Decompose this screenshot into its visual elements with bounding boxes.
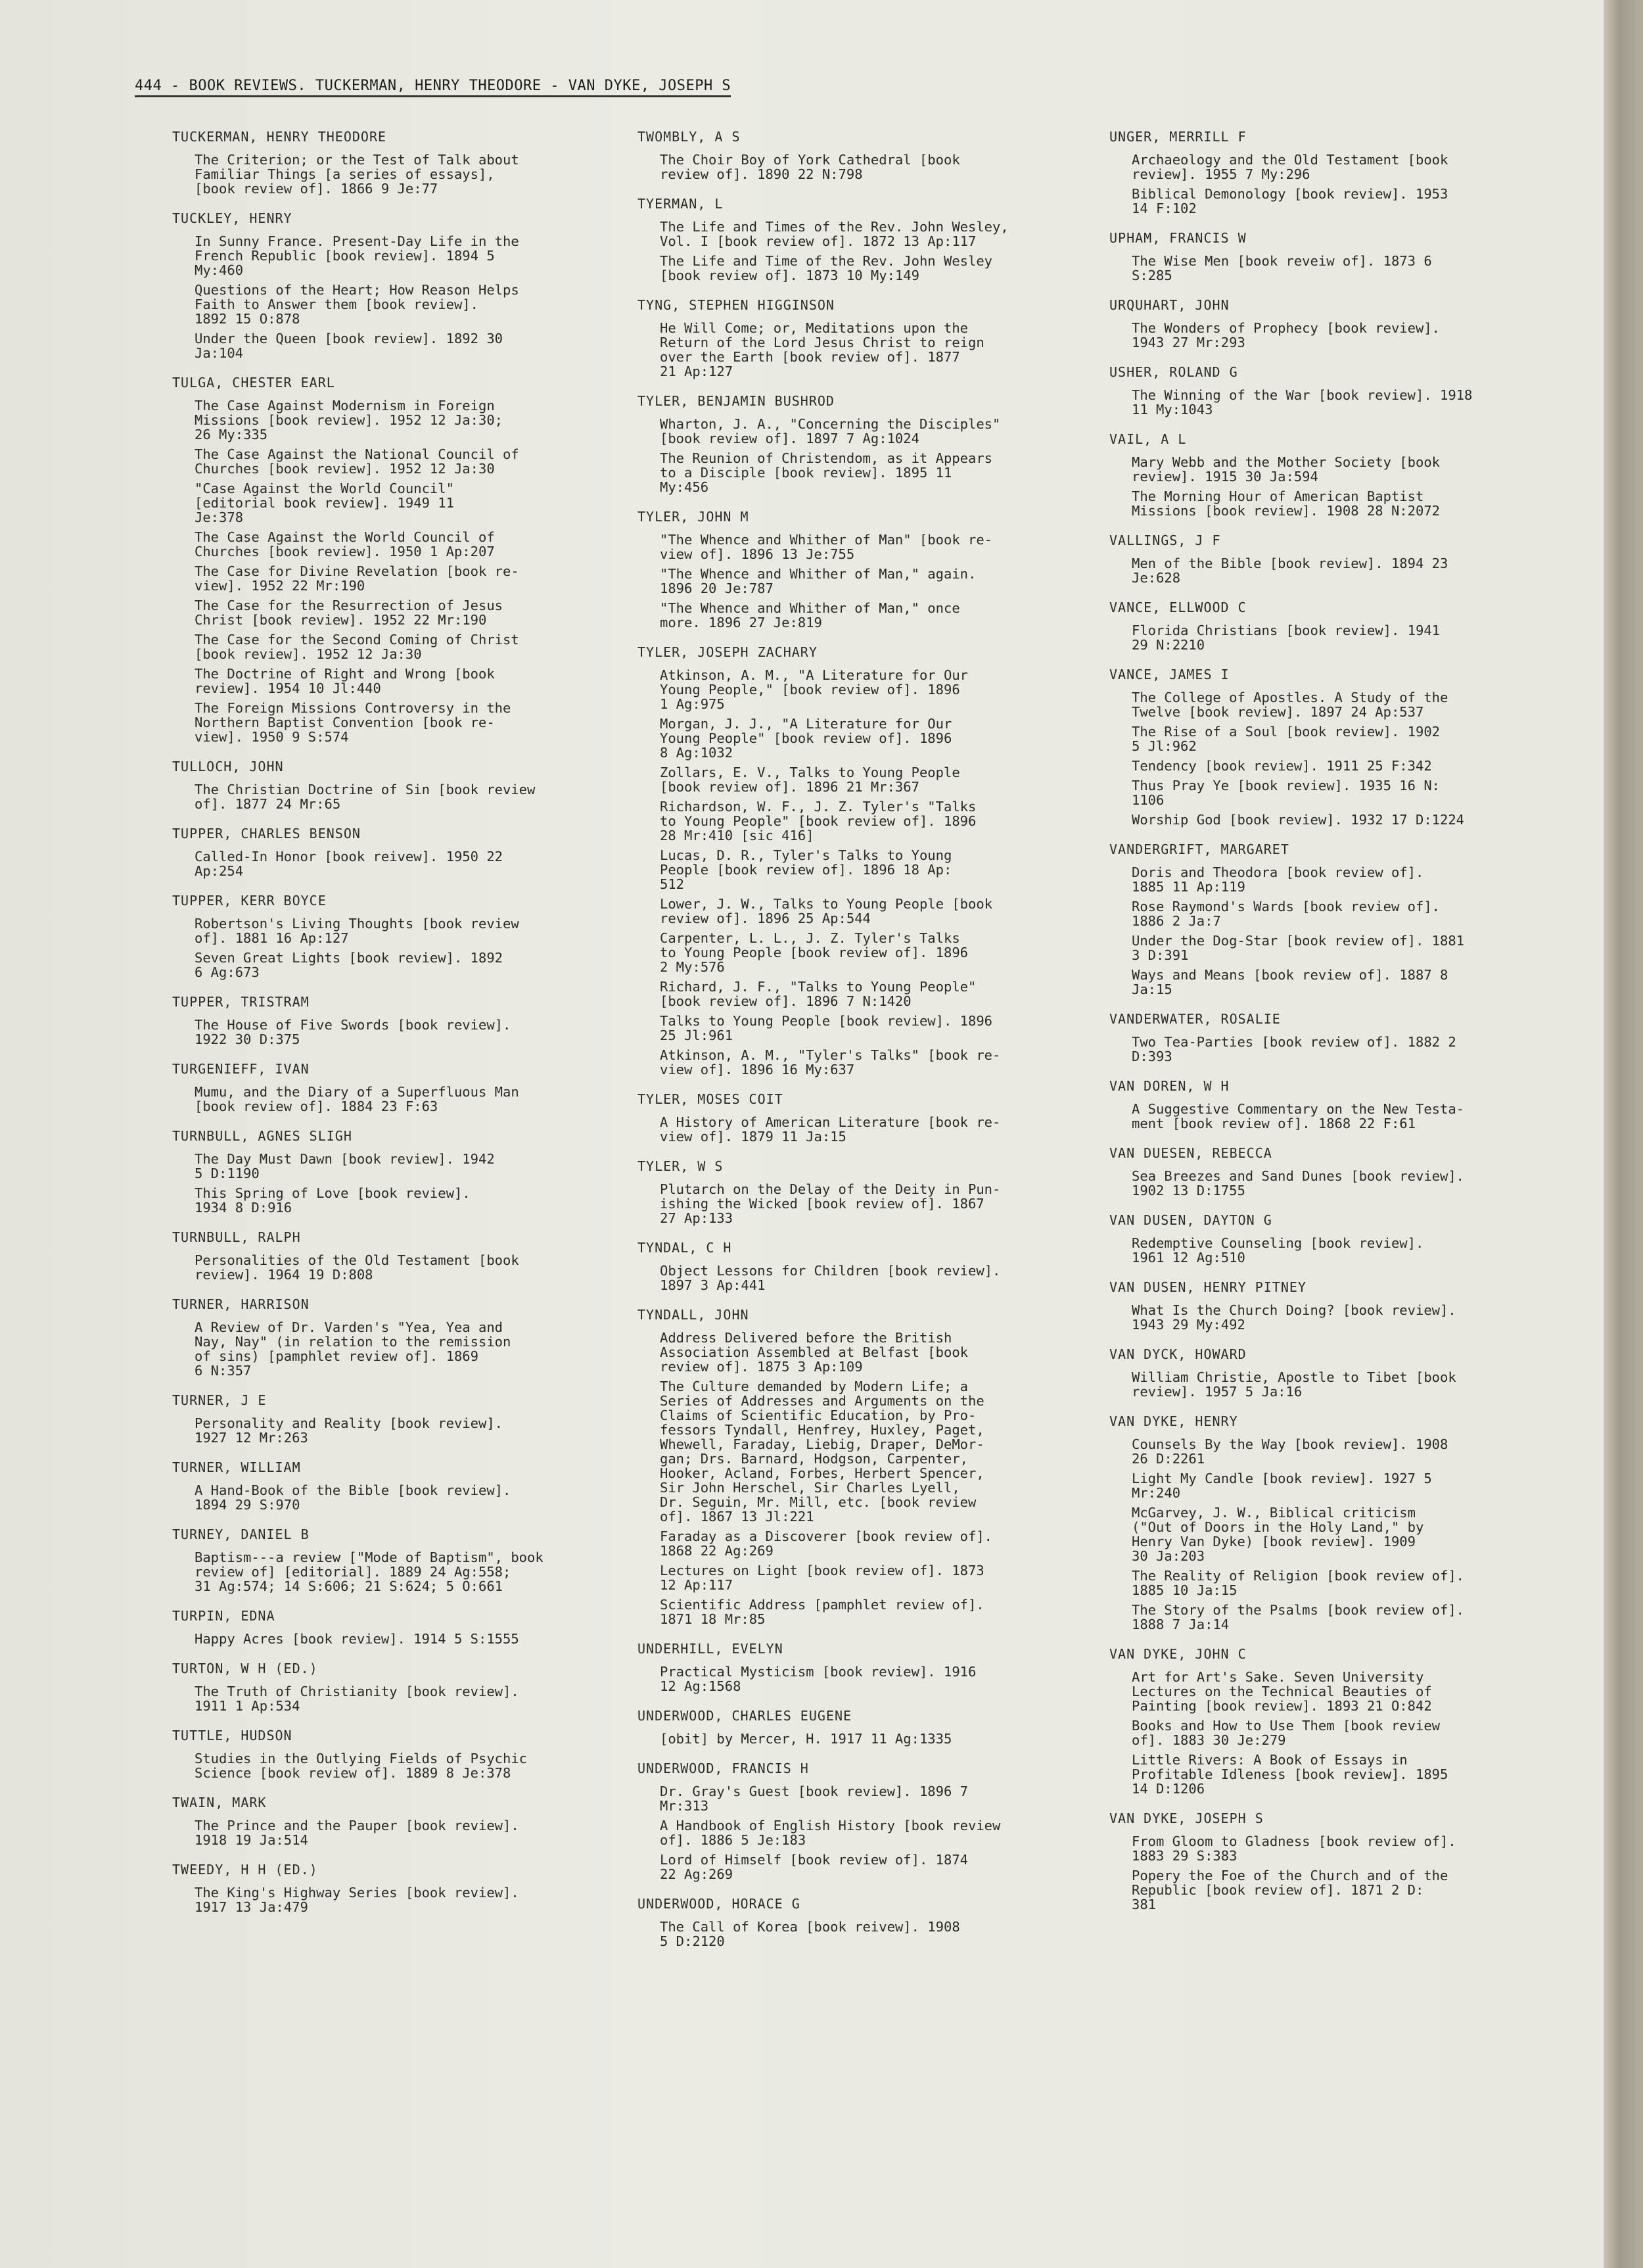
index-entry xyxy=(637,1307,1058,1626)
author-heading: VAN DUESEN, REBECCA xyxy=(1109,1145,1272,1161)
index-entry xyxy=(172,1296,580,1378)
index-entry xyxy=(172,210,580,360)
index-entry xyxy=(1109,129,1543,216)
citation: Plutarch on the Delay of the Deity in Pun- ishing the Wicked [book review of]. 1867 27 Ap:133 xyxy=(660,1181,1001,1226)
author-heading: TWOMBLY, A S xyxy=(637,129,741,145)
author-heading: TYERMAN, L xyxy=(637,196,724,212)
citation: The Case for the Second Coming of Christ [book review]. 1952 12 Ja:30 xyxy=(195,632,519,662)
index-entry xyxy=(172,1459,580,1512)
author-heading: TYLER, MOSES COIT xyxy=(637,1091,783,1107)
index-entry xyxy=(1109,1011,1543,1064)
author-heading: VAN DYCK, HOWARD xyxy=(1109,1346,1247,1362)
citation: Called-In Honor [book reivew]. 1950 22 Ap:254 xyxy=(195,849,503,879)
citation: Thus Pray Ye [book review]. 1935 16 N: 1106 xyxy=(1132,778,1440,808)
author-heading: VAN DYKE, JOHN C xyxy=(1109,1646,1247,1662)
author-heading: TURNER, WILLIAM xyxy=(172,1459,301,1475)
index-entry xyxy=(637,1760,1058,1881)
author-heading: TYLER, JOHN M xyxy=(637,509,749,525)
citation: Little Rivers: A Book of Essays in Profitable Idleness [book review]. 1895 14 D:1206 xyxy=(1132,1752,1448,1797)
author-heading: TURNBULL, RALPH xyxy=(172,1229,301,1245)
index-entry xyxy=(637,644,1058,1077)
citation: The Culture demanded by Modern Life; a Series of Addresses and Arguments on the Claims of Scientific Education, by Pro- fessors Tyndall, Henfrey, Huxley, Paget, Whewell, Faraday, Liebig, Draper, DeMor- gan; Drs. Barnard, Hodgson, Carpenter, Hooker, Acland, Forbes, Herbert Spencer, Sir John Herschel, Sir Charles Lyell, Dr. Seguin, Mr. Mill, etc. [book review of]. 1867 13 Jl:221 xyxy=(660,1379,984,1524)
citation: The Day Must Dawn [book review]. 1942 5 D:1190 xyxy=(195,1151,495,1181)
author-heading: UPHAM, FRANCIS W xyxy=(1109,230,1247,246)
citation: The Morning Hour of American Baptist Missions [book review]. 1908 28 N:2072 xyxy=(1132,488,1440,519)
page-header: 444 - BOOK REVIEWS. TUCKERMAN, HENRY THEODORE - VAN DYKE, JOSEPH S xyxy=(135,78,731,97)
citation: Personalities of the Old Testament [book review]. 1964 19 D:808 xyxy=(195,1252,519,1283)
citation: Tendency [book review]. 1911 25 F:342 xyxy=(1132,758,1432,774)
citation: Practical Mysticism [book review]. 1916 12 Ag:1568 xyxy=(660,1664,977,1694)
citation: Two Tea-Parties [book review of]. 1882 2 D:393 xyxy=(1132,1034,1456,1064)
author-heading: TUTTLE, HUDSON xyxy=(172,1728,292,1743)
author-heading: VANCE, JAMES I xyxy=(1109,667,1230,682)
index-entry xyxy=(172,1128,580,1215)
index-entry xyxy=(637,1240,1058,1292)
author-heading: VALLINGS, J F xyxy=(1109,532,1221,548)
author-heading: TULGA, CHESTER EARL xyxy=(172,375,335,390)
index-entry xyxy=(1109,1346,1543,1399)
citation: Happy Acres [book review]. 1914 5 S:1555 xyxy=(195,1631,519,1647)
citation: Richard, J. F., "Talks to Young People" [book review of]. 1896 7 N:1420 xyxy=(660,979,977,1009)
citation: He Will Come; or, Meditations upon the Return of the Lord Jesus Christ to reign over the Earth [book review of]. 1877 21 Ap:127 xyxy=(660,320,984,379)
author-heading: VAN DYKE, JOSEPH S xyxy=(1109,1810,1264,1826)
author-heading: TULLOCH, JOHN xyxy=(172,759,284,774)
citation: Robertson's Living Thoughts [book review of]. 1881 16 Ap:127 xyxy=(195,916,519,946)
author-heading: VAN DOREN, W H xyxy=(1109,1078,1230,1094)
citation: Lectures on Light [book review of]. 1873 12 Ap:117 xyxy=(660,1563,984,1593)
index-entry xyxy=(1109,1078,1543,1131)
index-entry xyxy=(172,129,580,196)
citation: "Case Against the World Council" [editorial book review]. 1949 11 Je:378 xyxy=(195,481,454,525)
citation: Under the Queen [book review]. 1892 30 Ja:104 xyxy=(195,331,503,361)
citation: The College of Apostles. A Study of the Twelve [book review]. 1897 24 Ap:537 xyxy=(1132,690,1448,720)
index-entry xyxy=(172,1608,580,1646)
author-heading: TUPPER, TRISTRAM xyxy=(172,994,310,1010)
citation: Books and How to Use Them [book review of]. 1883 30 Je:279 xyxy=(1132,1718,1440,1748)
citation: The Prince and the Pauper [book review]. 1918 19 Ja:514 xyxy=(195,1818,519,1848)
author-heading: TUPPER, KERR BOYCE xyxy=(172,893,327,909)
citation: Doris and Theodora [book review of]. 1885 11 Ap:119 xyxy=(1132,864,1424,895)
author-heading: UNDERWOOD, HORACE G xyxy=(637,1896,800,1912)
citation: The Life and Times of the Rev. John Wesley, Vol. I [book review of]. 1872 13 Ap:117 xyxy=(660,219,1009,249)
citation: The King's Highway Series [book review]. 1917 13 Ja:479 xyxy=(195,1885,519,1915)
citation: The Case Against Modernism in Foreign Missions [book review]. 1952 12 Ja:30; 26 My:335 xyxy=(195,398,503,442)
author-heading: TWEEDY, H H (ED.) xyxy=(172,1862,318,1878)
index-entry xyxy=(1109,532,1543,585)
author-heading: TURGENIEFF, IVAN xyxy=(172,1061,310,1077)
citation: Carpenter, L. L., J. Z. Tyler's Talks to Young People [book review of]. 1896 2 My:576 xyxy=(660,930,968,975)
citation: Morgan, J. J., "A Literature for Our Young People" [book review of]. 1896 8 Ag:1032 xyxy=(660,716,952,761)
author-heading: TUCKLEY, HENRY xyxy=(172,210,292,226)
citation: Studies in the Outlying Fields of Psychic Science [book review of]. 1889 8 Je:378 xyxy=(195,1751,528,1781)
citation: Ways and Means [book review of]. 1887 8 Ja:15 xyxy=(1132,967,1448,997)
index-entry xyxy=(1109,1646,1543,1796)
citation: The Criterion; or the Test of Talk about Familiar Things [a series of essays], [book review of]. 1866 9 Je:77 xyxy=(195,152,519,197)
author-heading: VAN DYKE, HENRY xyxy=(1109,1413,1238,1429)
citation: Faraday as a Discoverer [book review of]. 1868 22 Ag:269 xyxy=(660,1528,993,1559)
index-entry xyxy=(172,994,580,1047)
citation: The Story of the Psalms [book review of]. 1888 7 Ja:14 xyxy=(1132,1602,1465,1632)
index-entry xyxy=(1109,841,1543,997)
index-entry xyxy=(637,509,1058,630)
citation: Popery the Foe of the Church and of the Republic [book review of]. 1871 2 D: 381 xyxy=(1132,1868,1448,1912)
index-entry xyxy=(1109,600,1543,652)
author-heading: VAIL, A L xyxy=(1109,431,1187,447)
author-heading: TYLER, JOSEPH ZACHARY xyxy=(637,644,818,660)
index-entry xyxy=(637,129,1058,181)
author-heading: UNGER, MERRILL F xyxy=(1109,129,1247,145)
citation: Sea Breezes and Sand Dunes [book review]. 1902 13 D:1755 xyxy=(1132,1168,1465,1198)
citation: The Life and Time of the Rev. John Wesley [book review of]. 1873 10 My:149 xyxy=(660,253,993,283)
citation: A Review of Dr. Varden's "Yea, Yea and Nay, Nay" (in relation to the remission of sins) [pamphlet review of]. 1869 6 N:357 xyxy=(195,1319,511,1379)
index-entry xyxy=(1109,1145,1543,1198)
index-entry xyxy=(1109,230,1543,283)
citation: Art for Art's Sake. Seven University Lectures on the Technical Beauties of Painting [book review]. 1893 21 O:842 xyxy=(1132,1669,1432,1714)
index-entry xyxy=(1109,297,1543,350)
citation: Mary Webb and the Mother Society [book review]. 1915 30 Ja:594 xyxy=(1132,454,1440,484)
author-heading: TURNER, HARRISON xyxy=(172,1296,310,1312)
index-entry xyxy=(172,1862,580,1914)
citation: A Handbook of English History [book review of]. 1886 5 Je:183 xyxy=(660,1818,1001,1848)
citation: The Wise Men [book reveiw of]. 1873 6 S:285 xyxy=(1132,253,1432,283)
index-entry xyxy=(1109,1212,1543,1265)
citation: Archaeology and the Old Testament [book review]. 1955 7 My:296 xyxy=(1132,152,1448,182)
citation: Men of the Bible [book review]. 1894 23 Je:628 xyxy=(1132,555,1448,586)
citation: Richardson, W. F., J. Z. Tyler's "Talks to Young People" [book review of]. 1896 28 Mr:410 [sic 416] xyxy=(660,799,977,843)
author-heading: VAN DUSEN, DAYTON G xyxy=(1109,1212,1272,1228)
index-entry xyxy=(637,1896,1058,1949)
author-heading: URQUHART, JOHN xyxy=(1109,297,1230,313)
author-heading: VANDERWATER, ROSALIE xyxy=(1109,1011,1281,1027)
citation: From Gloom to Gladness [book review of]. 1883 29 S:383 xyxy=(1132,1833,1456,1864)
citation: Redemptive Counseling [book review]. 1961 12 Ag:510 xyxy=(1132,1235,1424,1265)
citation: This Spring of Love [book review]. 1934 8 D:916 xyxy=(195,1185,471,1216)
citation: Dr. Gray's Guest [book review]. 1896 7 Mr:313 xyxy=(660,1784,968,1814)
index-entry xyxy=(637,393,1058,494)
citation: Counsels By the Way [book review]. 1908 26 D:2261 xyxy=(1132,1436,1448,1467)
author-heading: VANCE, ELLWOOD C xyxy=(1109,600,1247,615)
citation: A Suggestive Commentary on the New Testa- ment [book review of]. 1868 22 F:61 xyxy=(1132,1101,1465,1131)
citation: Object Lessons for Children [book review]. 1897 3 Ap:441 xyxy=(660,1263,1001,1293)
citation: The Foreign Missions Controversy in the Northern Baptist Convention [book re- view]. 1950 9 S:574 xyxy=(195,700,511,745)
citation: Lucas, D. R., Tyler's Talks to Young People [book review of]. 1896 18 Ap: 512 xyxy=(660,847,952,892)
author-heading: TYNG, STEPHEN HIGGINSON xyxy=(637,297,835,313)
citation: Light My Candle [book review]. 1927 5 Mr:240 xyxy=(1132,1471,1432,1501)
citation: Address Delivered before the British Association Assembled at Belfast [book review of]. 1875 3 Ap:109 xyxy=(660,1330,968,1375)
index-entry xyxy=(637,1641,1058,1693)
column-3 xyxy=(1109,129,1543,1926)
index-entry xyxy=(1109,431,1543,518)
citation: What Is the Church Doing? [book review]. 1943 29 My:492 xyxy=(1132,1302,1456,1333)
index-entry xyxy=(172,1795,580,1847)
citation: Florida Christians [book review]. 1941 29 N:2210 xyxy=(1132,623,1440,653)
citation: The Rise of a Soul [book review]. 1902 5 Jl:962 xyxy=(1132,724,1440,754)
index-entry xyxy=(1109,364,1543,417)
citation: Talks to Young People [book review]. 1896 25 Jl:961 xyxy=(660,1013,993,1043)
author-heading: TWAIN, MARK xyxy=(172,1795,267,1810)
index-entry xyxy=(1109,1810,1543,1912)
author-heading: TYNDAL, C H xyxy=(637,1240,732,1256)
citation: Atkinson, A. M., "Tyler's Talks" [book re- view of]. 1896 16 My:637 xyxy=(660,1047,1001,1077)
citation: The House of Five Swords [book review]. 1922 30 D:375 xyxy=(195,1017,511,1047)
author-heading: UNDERWOOD, CHARLES EUGENE xyxy=(637,1708,852,1724)
index-entry xyxy=(172,893,580,980)
citation: The Case for Divine Revelation [book re- view]. 1952 22 Mr:190 xyxy=(195,563,519,594)
citation: Questions of the Heart; How Reason Helps Faith to Answer them [book review]. 1892 15 O:878 xyxy=(195,282,519,327)
author-heading: TYNDALL, JOHN xyxy=(637,1307,749,1323)
index-entry xyxy=(172,1229,580,1282)
citation: The Truth of Christianity [book review]. 1911 1 Ap:534 xyxy=(195,1684,519,1714)
citation: Scientific Address [pamphlet review of]. 1871 18 Mr:85 xyxy=(660,1597,984,1627)
citation: Under the Dog-Star [book review of]. 1881 3 D:391 xyxy=(1132,933,1465,963)
citation: In Sunny France. Present-Day Life in the French Republic [book review]. 1894 5 My:460 xyxy=(195,233,519,278)
citation: Atkinson, A. M., "A Literature for Our Young People," [book review of]. 1896 1 Ag:975 xyxy=(660,667,968,712)
page-edge xyxy=(1604,0,1643,2268)
author-heading: TURNEY, DANIEL B xyxy=(172,1526,310,1542)
citation: The Wonders of Prophecy [book review]. 1943 27 Mr:293 xyxy=(1132,320,1440,350)
index-entry xyxy=(637,297,1058,379)
citation: Rose Raymond's Wards [book review of]. 1886 2 Ja:7 xyxy=(1132,899,1440,929)
citation: Baptism---a review ["Mode of Baptism", book review of] [editorial]. 1889 24 Ag:558; 31 Ag:574; 14 S:606; 21 S:624; 5 O:661 xyxy=(195,1549,544,1594)
citation: The Case Against the National Council of Churches [book review]. 1952 12 Ja:30 xyxy=(195,446,519,477)
index-entry xyxy=(637,196,1058,283)
citation: The Reunion of Christendom, as it Appears to a Disciple [book review]. 1895 11 My:456 xyxy=(660,450,993,495)
citation: McGarvey, J. W., Biblical criticism ("Out of Doors in the Holy Land," by Henry Van Dyke) [book review]. 1909 30 Ja:203 xyxy=(1132,1505,1424,1564)
citation: The Doctrine of Right and Wrong [book review]. 1954 10 Jl:440 xyxy=(195,666,495,696)
citation: The Call of Korea [book reivew]. 1908 5 D:2120 xyxy=(660,1919,960,1949)
citation: Biblical Demonology [book review]. 1953 14 F:102 xyxy=(1132,186,1448,216)
citation: The Case for the Resurrection of Jesus Christ [book review]. 1952 22 Mr:190 xyxy=(195,598,503,628)
author-heading: TUCKERMAN, HENRY THEODORE xyxy=(172,129,387,145)
index-entry xyxy=(637,1158,1058,1225)
author-heading: TUPPER, CHARLES BENSON xyxy=(172,826,361,841)
index-entry xyxy=(172,826,580,878)
author-heading: VAN DUSEN, HENRY PITNEY xyxy=(1109,1279,1307,1295)
author-heading: UNDERWOOD, FRANCIS H xyxy=(637,1760,809,1776)
index-entry xyxy=(1109,1279,1543,1332)
citation: A History of American Literature [book re- view of]. 1879 11 Ja:15 xyxy=(660,1114,1001,1145)
author-heading: TURNER, J E xyxy=(172,1392,267,1408)
index-entry xyxy=(1109,667,1543,827)
citation: Seven Great Lights [book review]. 1892 6 Ag:673 xyxy=(195,950,503,980)
citation: The Reality of Religion [book review of]. 1885 10 Ja:15 xyxy=(1132,1568,1465,1598)
citation: [obit] by Mercer, H. 1917 11 Ag:1335 xyxy=(660,1731,952,1747)
citation: The Case Against the World Council of Churches [book review]. 1950 1 Ap:207 xyxy=(195,529,495,559)
citation: A Hand-Book of the Bible [book review]. 1894 29 S:970 xyxy=(195,1482,511,1513)
author-heading: UNDERHILL, EVELYN xyxy=(637,1641,783,1657)
index-entry xyxy=(172,1728,580,1780)
citation: "The Whence and Whither of Man," again. 1896 20 Je:787 xyxy=(660,566,977,596)
citation: Lord of Himself [book review of]. 1874 22 Ag:269 xyxy=(660,1852,968,1882)
column-2 xyxy=(637,129,1058,1963)
citation: "The Whence and Whither of Man" [book re- view of]. 1896 13 Je:755 xyxy=(660,532,993,562)
index-entry xyxy=(172,1526,580,1594)
citation: Mumu, and the Diary of a Superfluous Man [book review of]. 1884 23 F:63 xyxy=(195,1084,519,1114)
author-heading: TYLER, W S xyxy=(637,1158,724,1174)
citation: The Christian Doctrine of Sin [book review of]. 1877 24 Mr:65 xyxy=(195,782,536,812)
author-heading: USHER, ROLAND G xyxy=(1109,364,1238,380)
citation: Worship God [book review]. 1932 17 D:1224 xyxy=(1132,812,1465,828)
index-entry xyxy=(172,375,580,744)
author-heading: TYLER, BENJAMIN BUSHROD xyxy=(637,393,835,409)
index-entry xyxy=(172,1661,580,1713)
index-entry xyxy=(172,1392,580,1445)
index-entry xyxy=(637,1091,1058,1144)
index-entry xyxy=(637,1708,1058,1746)
author-heading: VANDERGRIFT, MARGARET xyxy=(1109,841,1289,857)
column-1 xyxy=(172,129,580,1929)
index-entry xyxy=(1109,1413,1543,1632)
citation: "The Whence and Whither of Man," once more. 1896 27 Je:819 xyxy=(660,600,960,630)
citation: William Christie, Apostle to Tibet [book review]. 1957 5 Ja:16 xyxy=(1132,1369,1456,1400)
index-entry xyxy=(172,759,580,811)
citation: The Winning of the War [book review]. 1918 11 My:1043 xyxy=(1132,387,1473,417)
citation: Wharton, J. A., "Concerning the Disciples" [book review of]. 1897 7 Ag:1024 xyxy=(660,416,1001,446)
citation: Lower, J. W., Talks to Young People [book review of]. 1896 25 Ap:544 xyxy=(660,896,993,926)
citation: The Choir Boy of York Cathedral [book review of]. 1890 22 N:798 xyxy=(660,152,960,182)
citation: Zollars, E. V., Talks to Young People [book review of]. 1896 21 Mr:367 xyxy=(660,765,960,795)
index-entry xyxy=(172,1061,580,1114)
author-heading: TURNBULL, AGNES SLIGH xyxy=(172,1128,352,1144)
author-heading: TURTON, W H (ED.) xyxy=(172,1661,318,1676)
author-heading: TURPIN, EDNA xyxy=(172,1608,275,1624)
citation: Personality and Reality [book review]. 1927 12 Mr:263 xyxy=(195,1415,503,1446)
